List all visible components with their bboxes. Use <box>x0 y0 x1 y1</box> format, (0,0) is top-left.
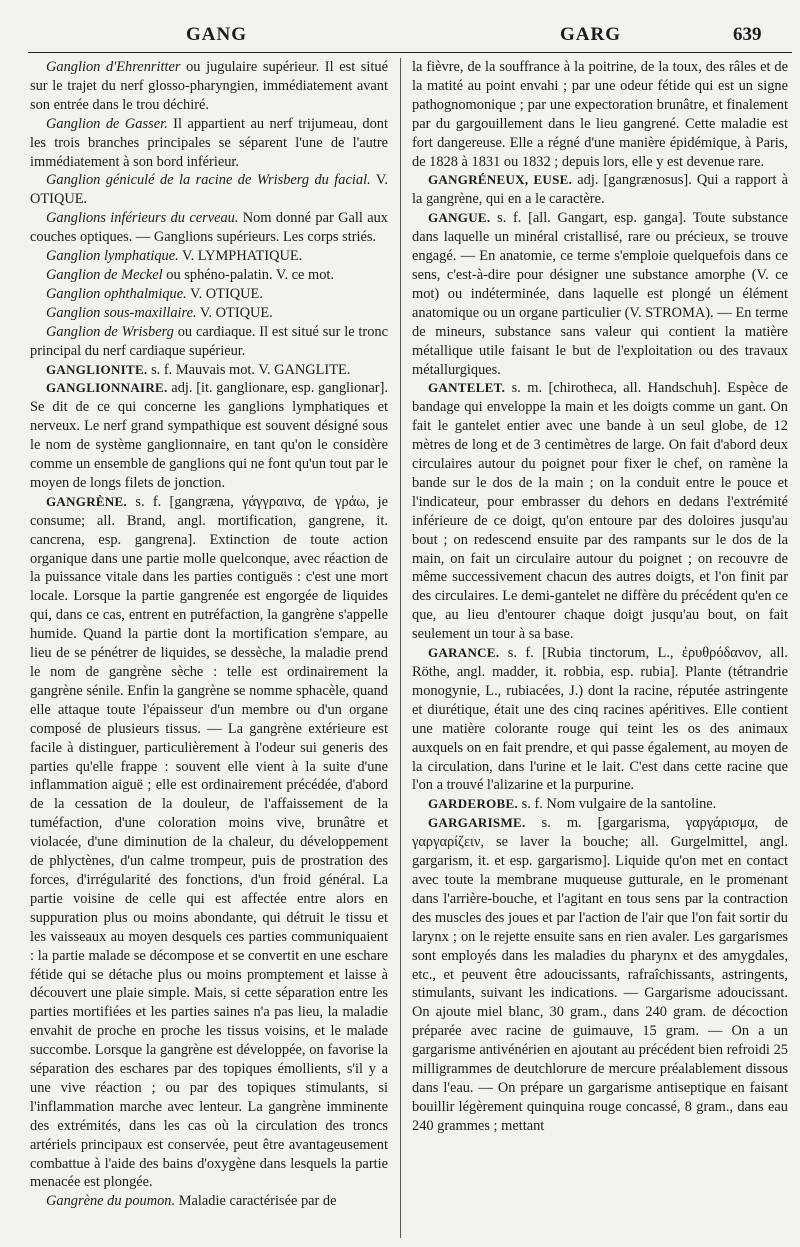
dictionary-entry <box>30 209 388 247</box>
dictionary-entry <box>30 304 388 323</box>
entry-text: V. OTIQUE. <box>186 285 263 302</box>
entry-text: ou sphéno-palatin. V. ce mot. <box>162 266 335 283</box>
header-rule <box>28 52 792 53</box>
subentry-term: Ganglion lymphatique. <box>46 248 179 265</box>
entry-text: V. OTIQUE. <box>30 172 388 208</box>
left-column <box>30 58 388 1211</box>
entry-text: ou jugulaire supérieur. Il est situé sur le trajet du nerf glosso-pharyngien, immédiatement avant son entrée dans le trou déchiré. <box>30 59 388 113</box>
entry-headword: GANGRÈNE. <box>46 493 128 509</box>
entry-text: adj. [it. ganglionare, esp. ganglionar]. Se dit de ce qui concerne les ganglions lymphatiques et nerveux. Le nerf grand sympathique est souvent désigné sous le nom de système ganglionnaire, en tant qu'on le considère comme un ensemble de ganglions qui ne font qu'un tout par le moyen de longs filets de jonction. <box>30 380 388 491</box>
dictionary-entry <box>412 171 788 209</box>
entry-text: s. m. [gargarisma, γαργάρισμα, de γαργαρίζειν, se laver la bouche; all. Gurgelmittel, angl. gargarism, it. et esp. gargarismo]. Liquide qu'on met en contact avec toute la membrane muqueuse gutturale, en le promenant dans l'arrière-bouche, et l'agitant en tous sens par la contraction des muscles des joues et par l'action de l'air que l'on fait sortir du larynx ; on le rejette ensuite sans en rien avaler. Les gargarismes sont employés dans les maladies du pharynx et des amygdales, etc., et peuvent être adoucissants, rafraîchissants, astringents, stimulants, suivant les indications. — Gargarisme adoucissant. On ajoute miel blanc, 30 gram., dans 240 gram. de décoction préparée avec racine de guimauve, 15 gram. — On a un gargarisme antivénérien en ajoutant au précédent bien refroidi 25 milligrammes de deutchlorure de mercure préalablement dissous dans l'eau. — On prépare un gargarisme antiseptique en faisant bouillir légèrement quinquina rouge concassé, 8 gram., dans eau 240 grammes ; mettant <box>412 815 788 1134</box>
right-column <box>412 58 788 1136</box>
entry-headword: GANGLIONITE. <box>46 361 148 377</box>
dictionary-entry <box>412 814 788 1135</box>
entry-headword: GANGRÉNEUX, EUSE. <box>428 172 573 188</box>
dictionary-entry <box>412 644 788 795</box>
entry-text: s. f. Mauvais mot. V. GANGLITE. <box>147 361 351 378</box>
entry-text: s. f. Nom vulgaire de la santoline. <box>518 796 717 813</box>
entry-text: la fièvre, de la souffrance à la poitrine, de la toux, des râles et de la matité au point envahi ; par une odeur fétide qui est un signe pathognomonique ; par une expectoration brunâtre, et finalement par du gargouillement dans le lieu gangrené. Cette maladie est fort dangereuse. Elle a régné d'une manière épidémique, à Paris, de 1828 à 1831 ou 1832 ; depuis lors, elle y est devenue rare. <box>412 59 788 170</box>
dictionary-entry <box>30 247 388 266</box>
entry-text: s. m. [chirotheca, all. Handschuh]. Espèce de bandage qui enveloppe la main et les doigts comme un gant. On fait le gantelet entier avec une bande à un seul globe, de 12 mètres de long et de 3 centimètres de large. On fait d'abord deux circulaires autour du poignet pour fixer le chef, on ramène la bande sur le dos de la main ; on la conduit entre le pouce et l'indicateur, pour embrasser du dehors en dedans l'extrémité inférieure de ce doigt, qu'on entoure par des doloires jusqu'au bout ; on redescend ensuite par des rampants sur le dos de la main, on fait un circulaire autour du poignet ; on recouvre de même successivement chacun des autres doigts, et l'on finit par des circulaires. Le demi-gantelet ne diffère du précédent qu'en ce que, au lieu d'entourer chaque doigt jusqu'au bout, on fait seulement un tour à sa base. <box>412 380 788 643</box>
subentry-term: Ganglion géniculé de la racine de Wrisberg du facial. <box>46 172 371 189</box>
subentry-term: Ganglions inférieurs du cerveau. <box>46 210 239 227</box>
dictionary-entry <box>30 58 388 115</box>
entry-headword: GANTELET. <box>428 380 506 396</box>
dictionary-entry <box>412 795 788 814</box>
entry-text: V. OTIQUE. <box>196 304 273 321</box>
subentry-term: Ganglion d'Ehrenritter <box>46 59 181 75</box>
subentry-term: Ganglion de Meckel <box>46 266 163 283</box>
subentry-term: Ganglion de Wrisberg <box>46 323 174 340</box>
dictionary-entry <box>30 379 388 492</box>
dictionary-entry <box>30 115 388 172</box>
entry-text: s. f. [all. Gangart, esp. ganga]. Toute substance dans laquelle un minéral cristallisé, rare ou précieux, se trouve engagé. — En anatomie, ce terme s'emploie quelquefois dans ce sens, c'est-à-dire pour désigner une substance amorphe (V. ce mot) ou indéterminée, dans laquelle est plongé un élément anatomique ou un organe particulier (V. STROMA). — En terme de mineurs, substance sans valeur qui contient la matière métallique utile faisant le but de l'exploitation ou des travaux métallurgiques. <box>412 210 788 378</box>
subentry-term: Ganglion ophthalmique. <box>46 285 187 302</box>
entry-text: ou cardiaque. Il est situé sur le tronc principal du nerf cardiaque supérieur. <box>30 323 388 359</box>
header-left-word: GANG <box>186 24 247 45</box>
entry-text: Maladie caractérisée par de <box>175 1193 337 1210</box>
entry-text: s. f. [gangræna, γάγγραινα, de γράω, je consume; all. Brand, angl. mortification, gangrene, it. cancrena, esp. gangrena]. Extinction de toute action organique dans une partie molle quelconque, avec réaction de la puissance vitale dans les parties contiguës : c'est une mort locale. Lorsque la partie gangrenée est engorgée de liquides qui, dans ce cas, entrent en putréfaction, la gangrène s'appelle humide. Quand la partie dont la mortification s'empare, au lieu de se pénétrer de liquides, se dessèche, la maladie prend le nom de gangrène sèche : telle est ordinairement la gangrène sénile. Enfin la gangrène se nomme sphacèle, quand elle attaque toute l'épaisseur d'un membre ou d'un organe composé de plusieurs tissus. — La gangrène extérieure est facile à distinguer, particulièrement à l'odeur sui generis des parties qu'elle frappe : souvent elle vient à la suite d'une inflammation aiguë ; elle est ordinairement précédée, d'abord de la cessation de la douleur, de l'affaissement de la tuméfaction, d'une coloration moins vive, brunâtre et violacée, d'une diminution de la chaleur, du développement de phlyctènes, d'un calme trompeur, puis de prostration des forces, d'irrégularité des fonctions, d'un froid général. La partie voisine de celle qui est affectée entre alors en suppuration plus ou moins abondante, qui détruit le tissu et les vaisseaux au moyen desquels ces parties communiquaient : la partie malade se décompose et se convertit en une eschare fétide qui se détache plus ou moins promptement et laisse à découvert une plaie simple. Mais, si cette séparation entre les parties mortifiées et les parties saines n'a pas lieu, la maladie envahit de proche en proche les tissus voisins, et le malade succombe. Lorsque la gangrène est développée, on favorise la séparation des eschares par des topiques émollients, s'il y a une vive réaction ; ou par des topiques stimulants, si l'inflammation marche avec lenteur. La gangrène imminente des extrémités, dans les cas où la circulation des troncs artériels principaux est conservée, peut être avantageusement combattue à l'aide des bains d'oxygène dans lesquels la partie menacée est plongée. <box>30 493 388 1191</box>
dictionary-entry <box>412 379 788 644</box>
dictionary-entry <box>412 209 788 379</box>
dictionary-entry <box>412 58 788 171</box>
header-right-word: GARG <box>560 24 621 45</box>
running-header <box>0 14 800 48</box>
dictionary-entry <box>30 323 388 361</box>
subentry-term: Gangrène du poumon. <box>46 1193 176 1210</box>
entry-text: adj. [gangrænosus]. Qui a rapport à la gangrène, qui en a le caractère. <box>412 172 788 208</box>
dictionary-entry <box>30 1192 388 1211</box>
entry-headword: GARANCE. <box>428 645 500 661</box>
column-divider <box>400 58 401 1238</box>
entry-headword: GARDEROBE. <box>428 796 519 812</box>
entry-text: s. f. [Rubia tinctorum, L., ἐρυθρόδανον, all. Röthe, angl. madder, it. robbia, esp. rubia]. Plante (tétrandrie monogynie, L., rubiacées, J.) dont la racine, réputée astringente et diurétique, était une des cinq racines apéritives. Elle contient une matière colorante rouge qui teint les os des animaux auxquels on en fait prendre, et qui passe également, au moyen de la circulation, dans l'urine et le lait. C'est dans cette racine que l'on a trouvé l'alizarine et la purpurine. <box>412 645 788 794</box>
subentry-term: Ganglion sous-maxillaire. <box>46 304 197 321</box>
dictionary-entry <box>30 171 388 209</box>
dictionary-entry <box>30 493 388 1193</box>
dictionary-entry <box>30 266 388 285</box>
dictionary-entry <box>30 361 388 380</box>
entry-headword: GARGARISME. <box>428 815 526 831</box>
entry-headword: GANGLIONNAIRE. <box>46 380 168 396</box>
subentry-term: Ganglion de Gasser. <box>46 115 168 132</box>
entry-text: Nom donné par Gall aux couches optiques. — Ganglions supérieurs. Les corps striés. <box>30 210 388 246</box>
page-number: 639 <box>733 24 762 45</box>
dictionary-entry <box>30 285 388 304</box>
entry-text: V. LYMPHATIQUE. <box>178 248 303 265</box>
entry-text: Il appartient au nerf trijumeau, dont les trois branches principales se séparent l'une de l'autre immédiatement à son bord inférieur. <box>30 115 388 170</box>
entry-headword: GANGUE. <box>428 210 491 226</box>
